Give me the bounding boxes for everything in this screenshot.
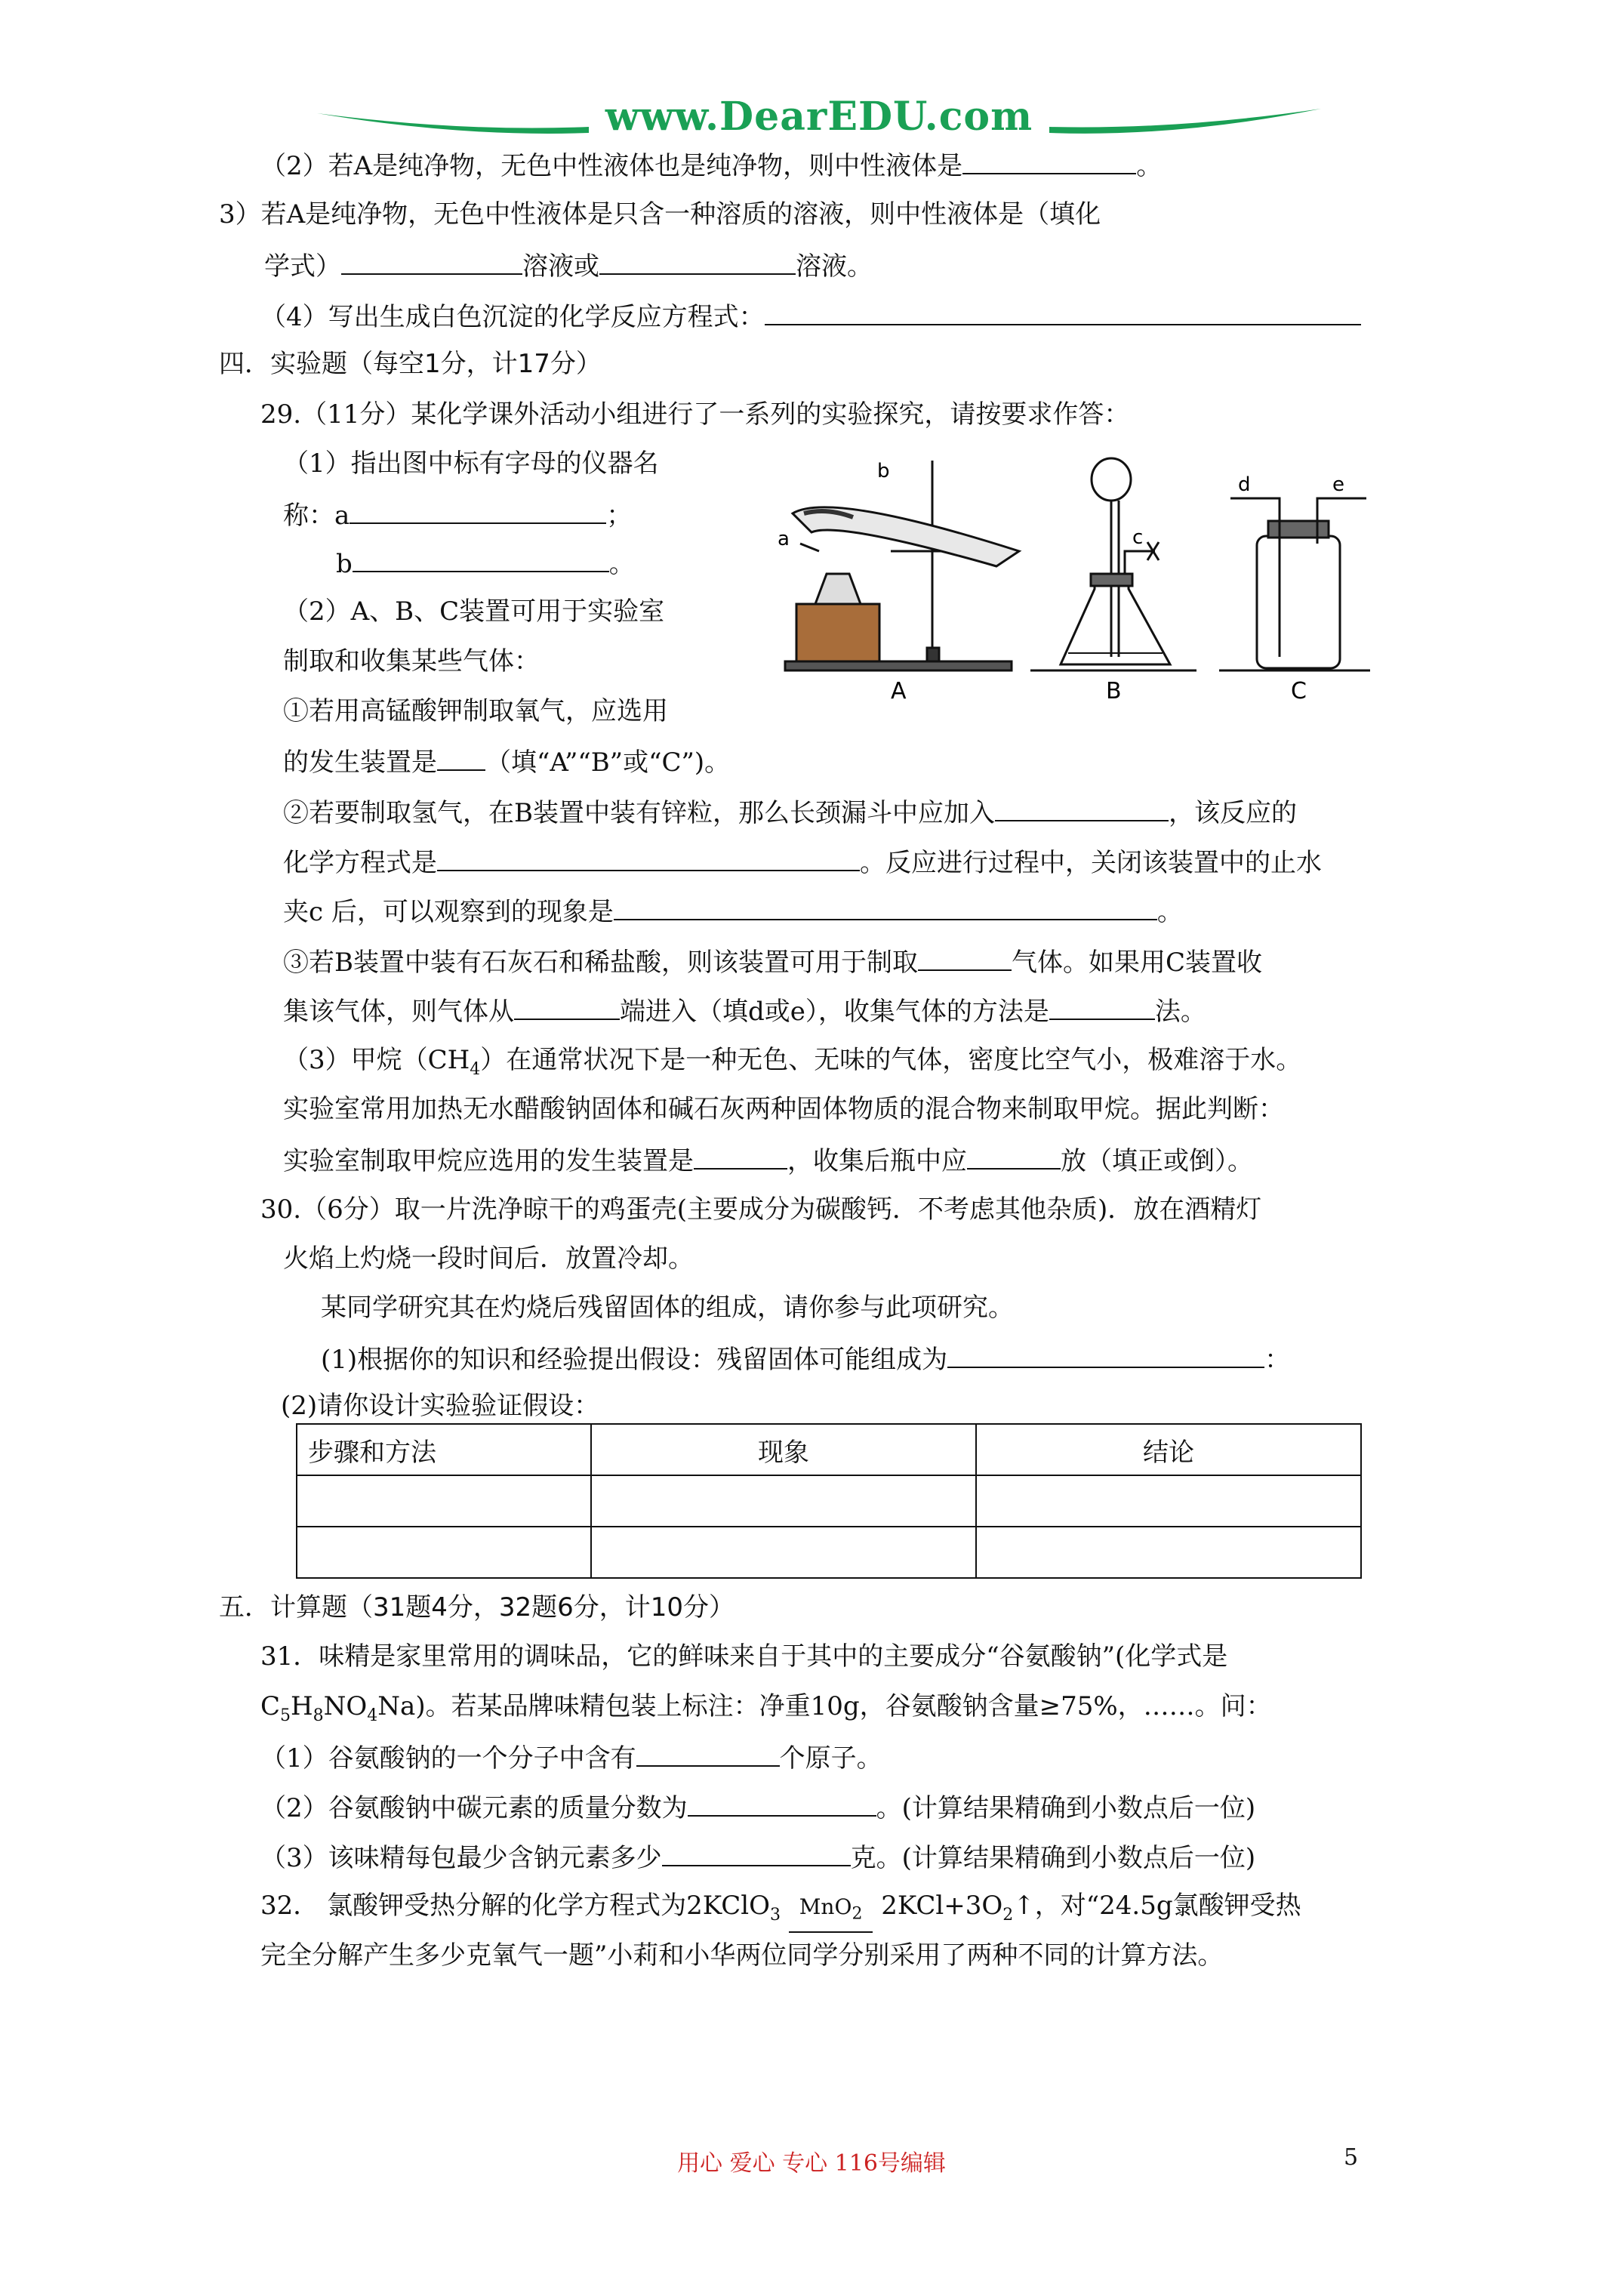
q29-1-line3: b 。 <box>336 545 635 581</box>
q29-2-line1: （2）A、B、C装置可用于实验室 <box>283 596 665 627</box>
label-d: d <box>1238 473 1251 496</box>
header-banner <box>310 91 1329 151</box>
q30-2: (2)请你设计实验验证假设： <box>281 1391 600 1421</box>
table-cell[interactable] <box>976 1475 1361 1527</box>
label-b: b <box>877 460 890 482</box>
answer-blank[interactable] <box>341 248 522 275</box>
answer-blank[interactable] <box>947 1341 1264 1368</box>
caption-A: A <box>891 678 907 704</box>
q32-stem-2: 完全分解产生多少克氧气一题”小莉和小华两位同学分别采用了两种不同的计算方法。 <box>260 1940 1224 1971</box>
q32-stem-1: 32． 氯酸钾受热分解的化学方程式为2KClO$_3$ MnO$_2$ $2KCl+3O_2↑$，对“24.5g氯酸钾受热 <box>260 1889 1301 1933</box>
apparatus-b <box>1030 458 1196 670</box>
answer-blank[interactable] <box>437 844 860 871</box>
apparatus-figure <box>770 438 1374 704</box>
q29-2-line2: 制取和收集某些气体： <box>283 646 540 676</box>
q31-stem-2: $C_5H_8NO_4Na$)。若某品牌味精包装上标注：净重10g，谷氨酸钠含量≥75%，……。问： <box>260 1691 1272 1725</box>
label-c: c <box>1132 526 1144 549</box>
answer-blank[interactable] <box>962 147 1136 174</box>
q29-co2-1: ③若B装置中装有石灰石和稀盐酸，则该装置可用于制取 气体。如果用C装置收 <box>283 944 1262 979</box>
q28-part3: 3）若A是纯净物，无色中性液体是只含一种溶质的溶液，则中性液体是（填化 <box>219 199 1101 230</box>
site-logo: www.DearEDU.com <box>605 94 1033 140</box>
caption-C: C <box>1291 678 1307 704</box>
q29-1-line2: 称：a ； <box>283 497 632 532</box>
table-cell[interactable] <box>297 1475 591 1527</box>
q29-2-line3: ①若用高锰酸钾制取氧气，应选用 <box>283 696 668 726</box>
table-cell[interactable] <box>976 1527 1361 1578</box>
answer-blank[interactable] <box>694 1142 787 1170</box>
section-5-heading: 五．计算题（31题4分，32题6分，计10分） <box>219 1592 735 1623</box>
answer-blank[interactable] <box>995 794 1169 821</box>
q28-part2: （2）若A是纯净物，无色中性液体也是纯净物，则中性液体是 。 <box>260 147 1162 183</box>
table-cell[interactable] <box>591 1527 976 1578</box>
q29-1-line1: （1）指出图中标有字母的仪器名 <box>283 448 659 479</box>
answer-blank[interactable] <box>967 1142 1061 1170</box>
q31-2: （2）谷氨酸钠中碳元素的质量分数为 。(计算结果精确到小数点后一位) <box>260 1789 1255 1825</box>
page-number: 5 <box>1344 2144 1359 2171</box>
answer-blank[interactable] <box>614 893 1157 920</box>
q30-1: (1)根据你的知识和经验提出假设：残留固体可能组成为 ： <box>321 1341 1290 1376</box>
q30-stem-3: 某同学研究其在灼烧后残留固体的组成，请你参与此项研究。 <box>321 1293 1014 1323</box>
q31-stem-1: 31．味精是家里常用的调味品，它的鲜味来自于其中的主要成分“谷氨酸钠”(化学式是 <box>260 1641 1228 1672</box>
q29-3-line3: 实验室制取甲烷应选用的发生装置是 ，收集后瓶中应 放（填正或倒）。 <box>283 1142 1253 1178</box>
table-header-cell: 现象 <box>591 1424 976 1475</box>
answer-blank[interactable] <box>636 1740 780 1767</box>
answer-blank[interactable] <box>599 248 796 275</box>
apparatus-a <box>785 461 1019 670</box>
q29-3-line2: 实验室常用加热无水醋酸钠固体和碱石灰两种固体物质的混合物来制取甲烷。据此判断： <box>283 1094 1284 1124</box>
answer-blank[interactable] <box>918 944 1012 971</box>
q29-2-line4: 的发生装置是 （填“A”“B”或“C”)。 <box>283 744 730 779</box>
q31-3: （3）该味精每包最少含钠元素多少 克。(计算结果精确到小数点后一位) <box>260 1839 1255 1875</box>
q29-hydrogen-2: 化学方程式是 。反应进行过程中，关闭该装置中的止水 <box>283 844 1322 880</box>
footer-text: 用心 爱心 专心 116号编辑 <box>677 2150 946 2177</box>
answer-blank[interactable] <box>662 1839 851 1866</box>
section-4-heading: 四．实验题（每空1分，计17分） <box>219 349 602 379</box>
q29-stem: 29.（11分）某化学课外活动小组进行了一系列的实验探究，请按要求作答： <box>260 399 1130 430</box>
q28-part3-answer: 学式） 溶液或 溶液。 <box>264 248 873 283</box>
answer-blank[interactable] <box>353 545 609 572</box>
q29-3-line1: （3）甲烷$(CH_4)$在通常状况下是一种无色、无味的气体，密度比空气小，极难溶于水。 <box>283 1045 1302 1079</box>
answer-blank[interactable] <box>688 1789 876 1817</box>
label-a: a <box>778 528 790 550</box>
q29-hydrogen-1: ②若要制取氢气，在B装置中装有锌粒，那么长颈漏斗中应加入 ，该反应的 <box>283 794 1297 830</box>
q31-1: （1）谷氨酸钠的一个分子中含有 个原子。 <box>260 1740 882 1775</box>
q30-stem-1: 30.（6分）取一片洗净晾干的鸡蛋壳(主要成分为碳酸钙．不考虑其他杂质)．放在酒精灯 <box>260 1194 1262 1225</box>
table-cell[interactable] <box>297 1527 591 1578</box>
caption-B: B <box>1106 678 1122 704</box>
apparatus-c <box>1219 498 1370 670</box>
label-e: e <box>1332 473 1344 496</box>
table-cell[interactable] <box>591 1475 976 1527</box>
table-row <box>297 1527 1361 1578</box>
table-header-row <box>297 1424 1361 1475</box>
answer-blank[interactable] <box>765 298 1361 325</box>
answer-blank[interactable] <box>514 993 620 1020</box>
q30-stem-2: 火焰上灼烧一段时间后．放置冷却。 <box>283 1244 694 1274</box>
q29-co2-2: 集该气体，则气体从 端进入（填d或e），收集气体的方法是 法。 <box>283 993 1206 1028</box>
q29-hydrogen-3: 夹c 后，可以观察到的现象是 。 <box>283 893 1183 929</box>
experiment-table <box>296 1423 1362 1579</box>
table-row <box>297 1475 1361 1527</box>
answer-blank[interactable] <box>437 744 485 771</box>
table-header-cell: 步骤和方法 <box>297 1424 591 1475</box>
q28-part4: （4）写出生成白色沉淀的化学反应方程式： <box>260 298 1361 334</box>
answer-blank[interactable] <box>350 497 606 524</box>
table-header-cell: 结论 <box>976 1424 1361 1475</box>
answer-blank[interactable] <box>1049 993 1155 1020</box>
